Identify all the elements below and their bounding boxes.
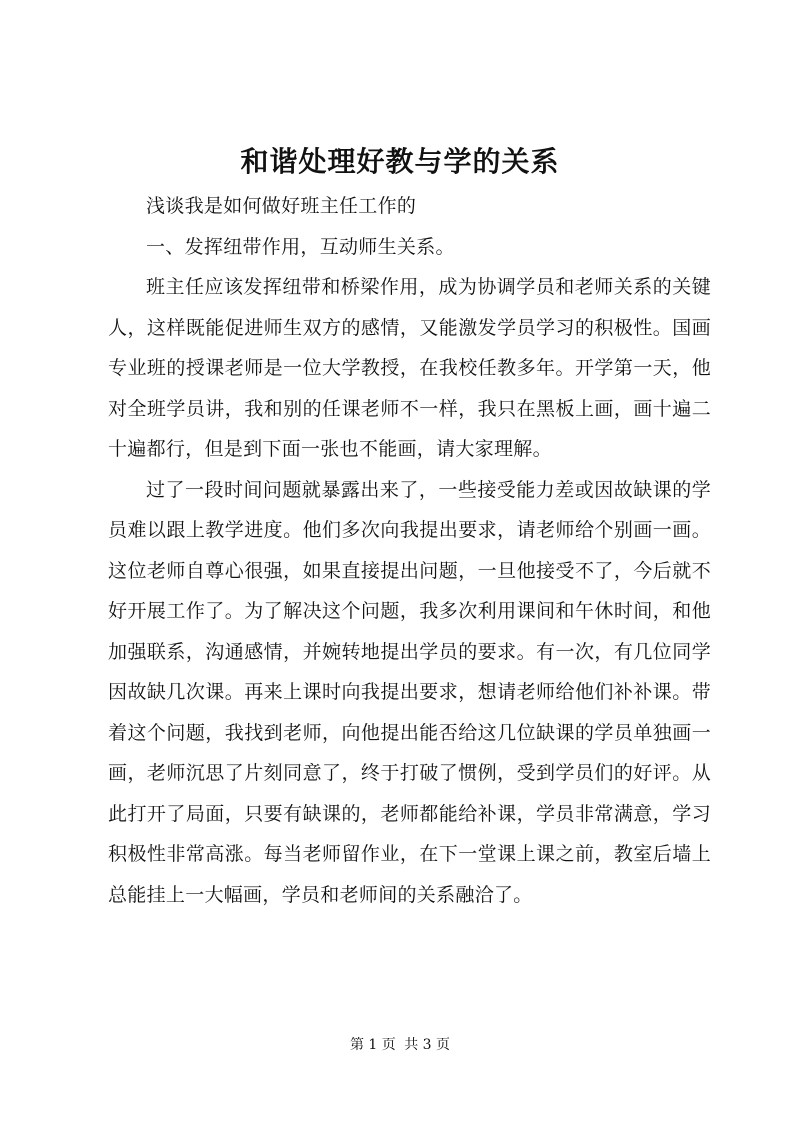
paragraph-section-heading: 一、发挥纽带作用，互动师生关系。	[146, 235, 455, 258]
paragraph-body-1: 班主任应该发挥纽带和桥梁作用，成为协调学员和老师关系的关键人，这样既能促进师生双方的感情，又能激发学员学习的积极性。国画专业班的授课老师是一位大学教授，在我校任教多年。开学第一天，他对全班学员讲，我和别的任课老师不一样，我只在黑板上画，画十遍二十遍都行，但是到下面一张也不能画，请大家理解。	[108, 276, 711, 460]
document-title: 和谐处理好教与学的关系	[240, 145, 560, 178]
document-body	[108, 186, 711, 915]
paragraph-subtitle: 浅谈我是如何做好班主任工作的	[146, 195, 417, 217]
paragraph-body-2: 过了一段时间问题就暴露出来了，一些接受能力差或因故缺课的学员难以跟上教学进度。他们多次向我提出要求，请老师给个别画一画。这位老师自尊心很强，如果直接提出问题，一旦他接受不了，今后就不好开展工作了。为了解决这个问题，我多次利用课间和午休时间，和他加强联系，沟通感情，并婉转地提出学员的要求。有一次，有几位同学因故缺几次课。再来上课时向我提出要求，想请老师给他们补补课。带着这个问题，我找到老师，向他提出能否给这几位缺课的学员单独画一画，老师沉思了片刻同意了，终于打破了惯例，受到学员们的好评。从此打开了局面，只要有缺课的，老师都能给补课，学员非常满意，学习积极性非常高涨。每当老师留作业，在下一堂课上课之前，教室后墙上总能挂上一大幅画，学员和老师间的关系融洽了。	[108, 478, 711, 906]
page-total: 共 3 页	[404, 1037, 451, 1053]
page-number: 第 1 页	[349, 1037, 396, 1053]
page-footer	[0, 1035, 800, 1055]
